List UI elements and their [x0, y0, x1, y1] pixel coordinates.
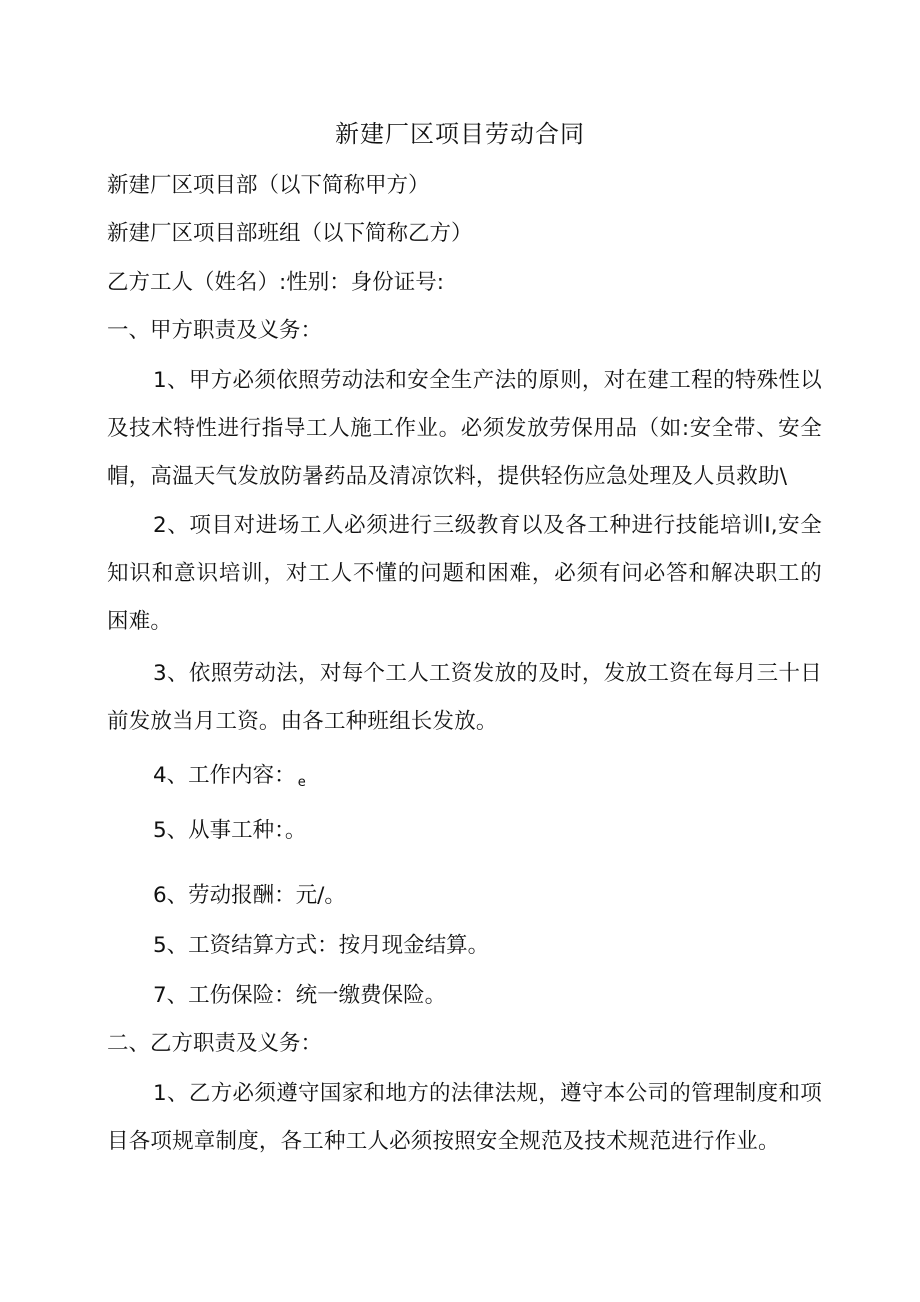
- section1-item-injury-insurance: 7、工伤保险：统一缴费保险。: [153, 983, 447, 1008]
- section1-paragraph-1: 1、甲方必须依照劳动法和安全生产法的原则，对在建工程的特殊性以及技术特性进行指导工人施工作业。必须发放劳保用品（如:安全带、安全帽，高温天气发放防暑药品及清凉饮料，提供轻伤应急处理及人员救助\: [107, 368, 822, 489]
- section1-item-job-type: 5、从事工种：。: [153, 818, 307, 843]
- party-b-line: 新建厂区项目部班组（以下简称乙方）: [107, 221, 473, 246]
- section1-paragraph-3: 3、依照劳动法，对每个工人工资发放的及时，发放工资在每月三十日前发放当月工资。由各工种班组长发放。: [107, 661, 822, 734]
- section1-heading: 一、甲方职责及义务：: [107, 318, 323, 343]
- section1-item-work-content: [153, 761, 813, 798]
- work-content-label: 4、工作内容：: [153, 763, 296, 788]
- section1-paragraph-2: 2、项目对进场工人必须进行三级教育以及各工种进行技能培训I,安全知识和意识培训，对工人不懂的问题和困难，必须有问必答和解决职工的困难。: [107, 513, 822, 634]
- party-a-line: 新建厂区项目部（以下简称甲方）: [107, 173, 430, 198]
- work-content-mark: e: [297, 775, 306, 790]
- document-title: 新建厂区项目劳动合同: [335, 120, 585, 148]
- section2-heading: 二、乙方职责及义务：: [107, 1031, 323, 1056]
- worker-info-line: 乙方工人（姓名）:性别：身份证号:: [107, 270, 444, 295]
- section1-item-settlement: 5、工资结算方式：按月现金结算。: [153, 933, 490, 958]
- section1-item-remuneration: 6、劳动报酬：元/。: [153, 883, 346, 908]
- section2-paragraph-1: 1、乙方必须遵守国家和地方的法律法规，遵守本公司的管理制度和项目各项规章制度，各工种工人必须按照安全规范及技术规范进行作业。: [107, 1081, 822, 1154]
